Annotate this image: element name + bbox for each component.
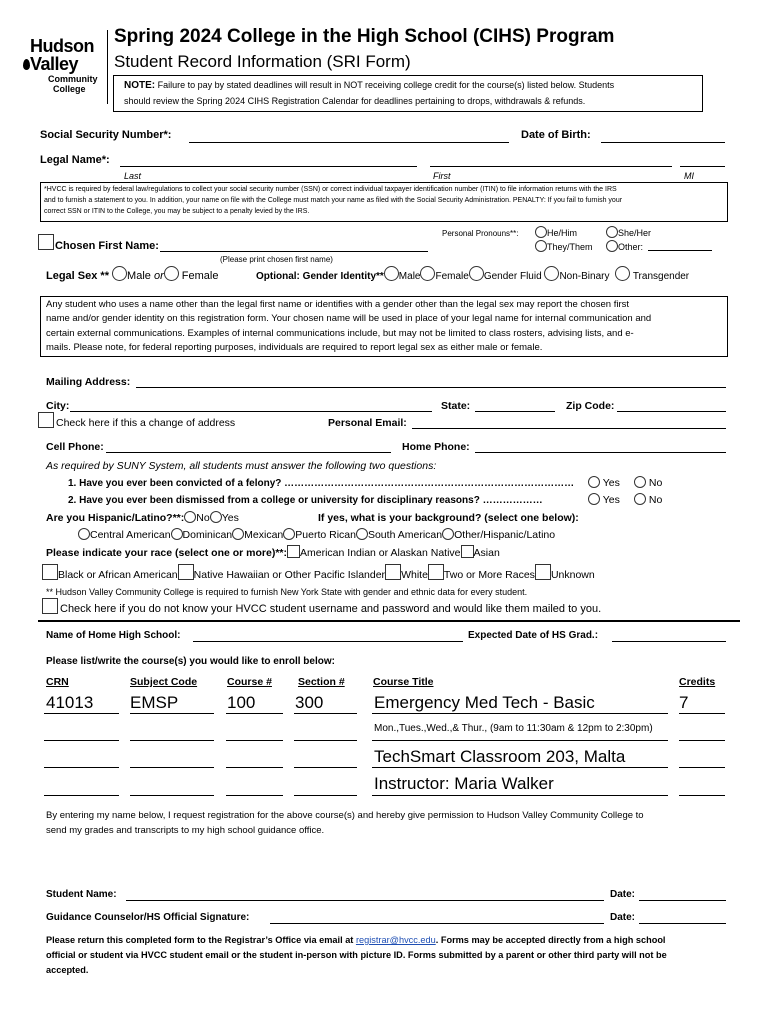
ssn-field[interactable] <box>189 142 509 143</box>
mailing-field[interactable] <box>136 387 726 388</box>
state-label: State: <box>441 400 471 412</box>
counselor-date-field[interactable] <box>639 923 726 924</box>
student-name-label: Student Name: <box>46 889 117 900</box>
row1-subject: EMSP <box>130 693 179 712</box>
pronoun-other-field[interactable] <box>648 250 712 251</box>
radio-icon <box>535 226 547 238</box>
note-body: Failure to pay by stated deadlines will result in NOT receiving college credit for the course(s) listed below. Students <box>157 80 615 90</box>
state-field[interactable] <box>475 411 555 412</box>
row1-credits: 7 <box>679 693 689 712</box>
gender-transgender-radio[interactable] <box>615 266 630 281</box>
courses-label: Please list/write the course(s) you would like to enroll below: <box>46 656 335 667</box>
dismissed-yes[interactable] <box>588 493 620 506</box>
gender-nonbinary-radio[interactable] <box>544 266 559 281</box>
row1-crn: 41013 <box>46 693 94 712</box>
city-field[interactable] <box>70 411 432 412</box>
home-phone-field[interactable] <box>475 452 726 453</box>
row1-title-line[interactable] <box>372 713 668 714</box>
row4-title-line[interactable] <box>372 795 668 796</box>
row4-course-line[interactable] <box>226 795 283 796</box>
row1-crn-line[interactable] <box>44 713 119 714</box>
chosen-info-4: mails. Please note, for federal reporting purposes, individuals are required to report legal sex as either male or female. <box>46 342 543 353</box>
page-title: Spring 2024 College in the High School (CIHS) Program <box>114 26 615 47</box>
logo-drop-icon <box>23 59 30 70</box>
last-name-field[interactable] <box>120 166 417 167</box>
row1-section-line[interactable] <box>294 713 357 714</box>
row2-crn-line[interactable] <box>44 740 119 741</box>
row2-subject-line[interactable] <box>130 740 214 741</box>
no-label: No <box>648 477 663 489</box>
consent-1: By entering my name below, I request registration for the above course(s) and hereby give permission to Hudson Valley Community College to <box>46 810 644 821</box>
chosen-info-3: certain external communications. Examples of internal communications include, but may not be limited to class rosters, advising lists, and e- <box>46 328 634 339</box>
pronoun-label: She/Her <box>618 228 652 238</box>
hispanic-yes-radio[interactable] <box>210 511 222 523</box>
felony-no[interactable] <box>634 476 662 489</box>
ssn-note-1: *HVCC is required by federal law/regulations to collect your social security number (SSN) or correct individual taxpayer identification number (ITIN) to file information returns with the IRS <box>44 186 617 193</box>
first-caption: First <box>433 171 451 181</box>
background-row <box>78 528 555 541</box>
row3-section-line[interactable] <box>294 767 357 768</box>
background-option: Central American <box>90 529 171 541</box>
row4-crn-line[interactable] <box>44 795 119 796</box>
legal-sex-female-label: Female <box>181 270 219 282</box>
logo-line-community: Community <box>48 74 98 84</box>
row1-title: Emergency Med Tech - Basic <box>374 693 595 712</box>
logo-line-valley: Valley <box>30 54 79 74</box>
chosen-name-label: Chosen First Name: <box>55 240 159 252</box>
felony-yes[interactable] <box>588 476 620 489</box>
hispanic-label: Are you Hispanic/Latino?**: <box>46 512 185 524</box>
note-text-2: should review the Spring 2024 CIHS Registration Calendar for deadlines pertaining to drops, withdrawals & refunds. <box>124 96 586 106</box>
race-label: Please indicate your race (select one or more)**: <box>46 547 288 559</box>
cell-label: Cell Phone: <box>46 441 104 453</box>
zip-label: Zip Code: <box>566 400 615 412</box>
pronoun-he-him[interactable] <box>535 226 577 238</box>
race-white-checkbox[interactable] <box>385 564 401 580</box>
background-option: South American <box>367 529 443 541</box>
ssn-label: Social Security Number*: <box>40 129 172 141</box>
mi-field[interactable] <box>680 166 725 167</box>
pronoun-label: Other: <box>618 242 644 252</box>
suny-intro: As required by SUNY System, all students must answer the following two questions: <box>46 460 437 472</box>
legal-sex-female-radio[interactable] <box>164 266 179 281</box>
home-phone-label: Home Phone: <box>402 441 470 453</box>
note-text <box>124 80 614 91</box>
username-label: Check here if you do not know your HVCC student username and password and would like them mailed to you. <box>60 603 602 615</box>
background-option: Other/Hispanic/Latino <box>454 529 556 541</box>
email-label: Personal Email: <box>328 417 407 429</box>
dismissed-no[interactable] <box>634 493 662 506</box>
header-course: Course # <box>227 676 272 688</box>
student-date-field[interactable] <box>639 900 726 901</box>
race-asian-checkbox[interactable] <box>461 545 474 558</box>
logo-divider <box>107 30 108 104</box>
username-checkbox[interactable] <box>42 598 58 615</box>
race-native-hawaiian-checkbox[interactable] <box>178 564 194 580</box>
return-instructions-4: accepted. <box>46 965 89 975</box>
college-logo <box>20 26 102 104</box>
registrar-email-link[interactable]: registrar@hvcc.edu <box>355 935 436 945</box>
race-option: White <box>401 569 428 581</box>
row3-title-line[interactable] <box>372 767 668 768</box>
background-label: If yes, what is your background? (select one below): <box>318 512 579 524</box>
section-divider <box>38 620 740 622</box>
gender-row <box>256 266 689 282</box>
row1-credits-line[interactable] <box>679 713 725 714</box>
change-address-checkbox[interactable] <box>38 412 54 429</box>
change-address-label: Check here if this a change of address <box>56 417 236 429</box>
counselor-label: Guidance Counselor/HS Official Signature: <box>46 912 250 923</box>
legal-sex-label: Legal Sex ** <box>46 270 109 282</box>
no-label: No <box>648 494 663 506</box>
background-central-radio[interactable] <box>78 528 90 540</box>
yes-label: Yes <box>602 477 620 489</box>
row2-section-line[interactable] <box>294 740 357 741</box>
dob-label: Date of Birth: <box>521 129 591 141</box>
consent-2: send my grades and transcripts to my high school guidance office. <box>46 825 325 836</box>
pronoun-she-her[interactable] <box>606 226 651 238</box>
grad-label: Expected Date of HS Grad.: <box>468 630 599 641</box>
counselor-field[interactable] <box>270 923 604 924</box>
student-date-label: Date: <box>610 889 636 900</box>
row4-subject-line[interactable] <box>130 795 214 796</box>
ssn-note-2: and to furnish a statement to you. In addition, your name on file with the College must match your name as filed with the Social Security Administration. PENALTY: If you fail to furnish your <box>44 197 623 204</box>
legal-sex-or: or <box>153 270 164 282</box>
race-option: Asian <box>473 547 500 559</box>
chosen-name-field[interactable] <box>160 251 428 252</box>
row2-title-line[interactable] <box>372 740 668 741</box>
gender-option: Transgender <box>632 271 690 282</box>
hispanic-no-radio[interactable] <box>184 511 196 523</box>
race-option: Two or More Races <box>443 569 535 581</box>
row2-schedule: Mon.,Tues.,Wed.,& Thur., (9am to 11:30am & 12pm to 2:30pm) <box>374 723 653 734</box>
row4-credits-line[interactable] <box>679 795 725 796</box>
gender-female-radio[interactable] <box>420 266 435 281</box>
first-name-field[interactable] <box>430 166 672 167</box>
header-credits: Credits <box>679 676 716 688</box>
pronouns-label: Personal Pronouns**: <box>442 229 519 238</box>
row2-credits-line[interactable] <box>679 740 725 741</box>
ny-note: ** Hudson Valley Community College is required to furnish New York State with gender and ethnic data for every student. <box>46 587 528 597</box>
row1-subject-line[interactable] <box>130 713 214 714</box>
background-option: Mexican <box>244 529 284 541</box>
row4-section-line[interactable] <box>294 795 357 796</box>
chosen-info-2: name and/or gender identity on this registration form. Your chosen name will be used in place of your legal name for internal communication and <box>46 313 652 324</box>
return-text-2: . Forms may be accepted directly from a high school <box>435 935 666 945</box>
chosen-name-checkbox[interactable] <box>38 234 54 251</box>
row3-location: TechSmart Classroom 203, Malta <box>374 747 626 766</box>
background-south-american-radio[interactable] <box>356 528 368 540</box>
pronoun-label: They/Them <box>547 242 593 252</box>
radio-icon <box>588 493 600 505</box>
legal-sex-row <box>46 266 218 282</box>
row1-course: 100 <box>227 693 256 712</box>
email-field[interactable] <box>412 428 726 429</box>
header-crn: CRN <box>46 676 69 688</box>
page-subtitle: Student Record Information (SRI Form) <box>114 52 411 71</box>
hispanic-row <box>46 511 239 524</box>
grad-field[interactable] <box>612 641 726 642</box>
mailing-label: Mailing Address: <box>46 376 131 388</box>
gender-option: Male <box>398 271 421 282</box>
legal-sex-male-label: Male <box>127 270 151 282</box>
race-two-or-more-checkbox[interactable] <box>428 564 444 580</box>
chosen-name-hint: (Please print chosen first name) <box>220 255 333 264</box>
background-dominican-radio[interactable] <box>171 528 183 540</box>
pronoun-they-them[interactable] <box>535 240 593 252</box>
pronoun-label: He/Him <box>547 228 578 238</box>
row1-course-line[interactable] <box>226 713 283 714</box>
row4-instructor: Instructor: Maria Walker <box>374 774 554 793</box>
radio-icon <box>606 240 618 252</box>
yes-label: Yes <box>602 494 620 506</box>
logo-line-hudson: Hudson <box>30 36 94 56</box>
header-subject: Subject Code <box>130 676 198 688</box>
hs-label: Name of Home High School: <box>46 630 181 641</box>
last-caption: Last <box>124 171 142 181</box>
cell-field[interactable] <box>106 452 391 453</box>
background-puerto-rican-radio[interactable] <box>283 528 295 540</box>
header-section: Section # <box>298 676 345 688</box>
race-american-indian-checkbox[interactable] <box>287 545 300 558</box>
radio-icon <box>634 476 646 488</box>
note-label: NOTE: <box>124 80 156 91</box>
legal-name-label: Legal Name*: <box>40 154 110 166</box>
radio-icon <box>634 493 646 505</box>
radio-icon <box>606 226 618 238</box>
gender-option: Female <box>435 271 469 282</box>
gender-label: Optional: Gender Identity** <box>256 271 384 282</box>
city-label: City: <box>46 400 70 412</box>
gender-option: Gender Fluid <box>483 271 542 282</box>
legal-sex-male-radio[interactable] <box>112 266 127 281</box>
background-option: Puerto Rican <box>295 529 356 541</box>
return-text-1: Please return this completed form to the Registrar’s Office via email at <box>46 935 354 945</box>
hispanic-no-label: No <box>196 512 210 524</box>
background-option: Dominican <box>182 529 233 541</box>
race-row-2 <box>42 564 595 581</box>
chosen-info-1: Any student who uses a name other than the legal first name or identifies with a gender other than the legal sex may report the chosen first <box>46 299 629 310</box>
question-dismissed: 2. Have you ever been dismissed from a college or university for disciplinary reasons? ……………… <box>68 495 543 506</box>
row2-course-line[interactable] <box>226 740 283 741</box>
gender-male-radio[interactable] <box>384 266 399 281</box>
race-black-checkbox[interactable] <box>42 564 58 580</box>
race-option: Unknown <box>550 569 595 581</box>
race-row-1 <box>46 545 500 559</box>
background-other-radio[interactable] <box>442 528 454 540</box>
race-option: American Indian or Alaskan Native <box>300 547 461 559</box>
row3-crn-line[interactable] <box>44 767 119 768</box>
row3-subject-line[interactable] <box>130 767 214 768</box>
header-title: Course Title <box>373 676 434 688</box>
radio-icon <box>588 476 600 488</box>
question-felony: 1. Have you ever been convicted of a felony? …………………………………………………………………………… <box>68 478 575 489</box>
pronoun-other[interactable] <box>606 240 643 252</box>
gender-option: Non-Binary <box>559 271 610 282</box>
ssn-note-3: correct SSN or ITIN to the College, you may be subject to a penalty levied by the IRS. <box>44 208 310 215</box>
counselor-date-label: Date: <box>610 912 636 923</box>
background-mexican-radio[interactable] <box>232 528 244 540</box>
race-option: Black or African American <box>58 569 178 581</box>
gender-fluid-radio[interactable] <box>469 266 484 281</box>
return-instructions-1 <box>46 935 666 945</box>
mi-caption: MI <box>684 171 694 181</box>
row1-section: 300 <box>295 693 324 712</box>
hispanic-yes-label: Yes <box>221 512 239 524</box>
hs-field[interactable] <box>193 641 463 642</box>
radio-icon <box>535 240 547 252</box>
return-instructions-3: official or student via HVCC student email or the student in-person with picture ID. Forms submitted by a parent or other third party will not be <box>46 950 667 960</box>
dob-field[interactable] <box>601 142 725 143</box>
race-unknown-checkbox[interactable] <box>535 564 551 580</box>
logo-line-college: College <box>53 84 86 94</box>
row3-course-line[interactable] <box>226 767 283 768</box>
student-name-field[interactable] <box>126 900 604 901</box>
row3-credits-line[interactable] <box>679 767 725 768</box>
zip-field[interactable] <box>617 411 726 412</box>
race-option: Native Hawaiian or Other Pacific Islander <box>193 569 386 581</box>
